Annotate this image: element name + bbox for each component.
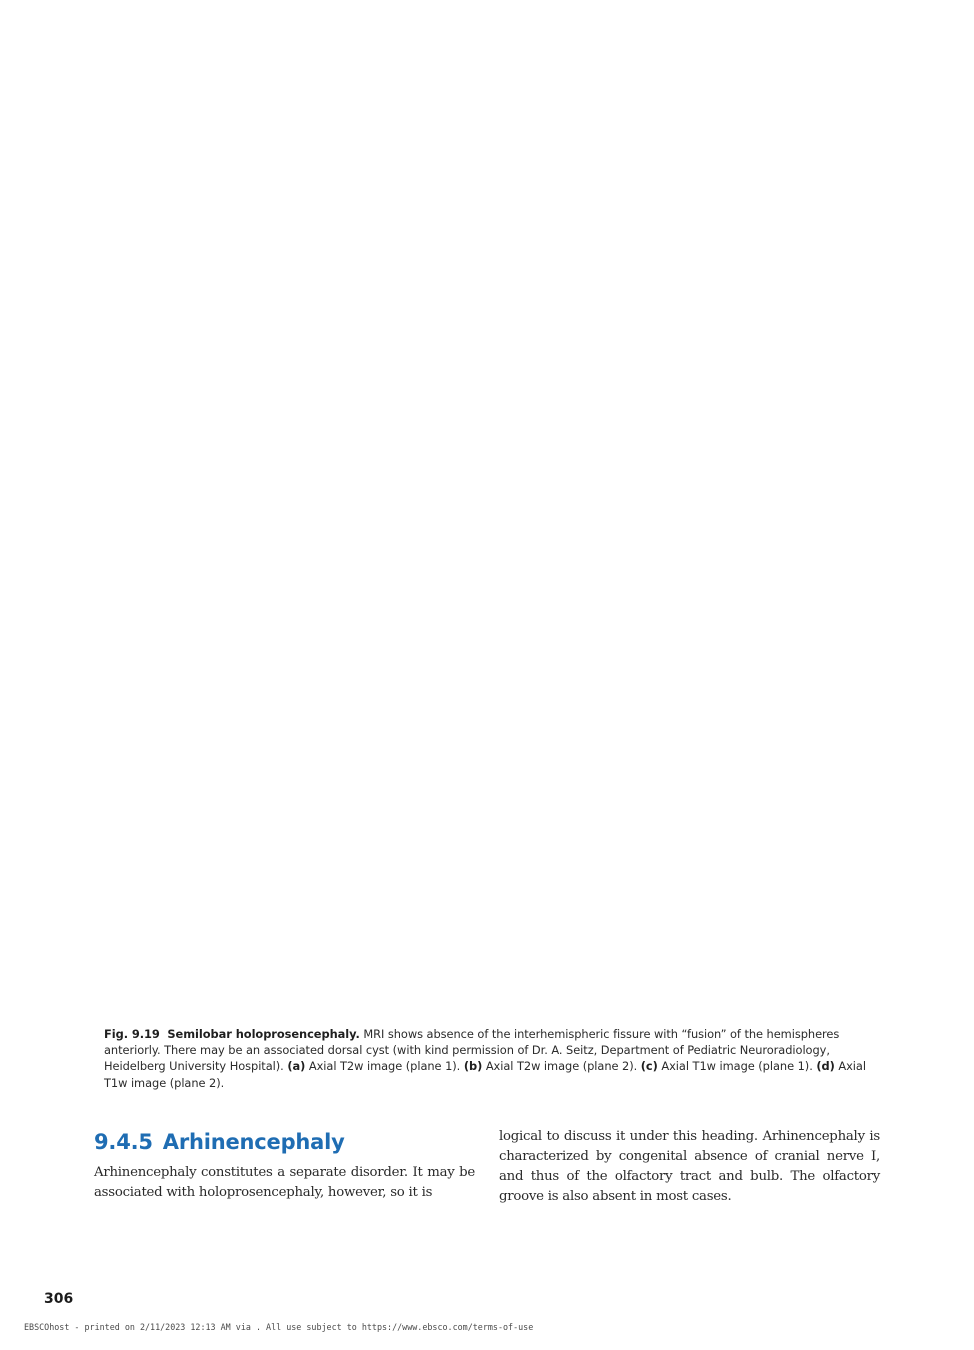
figure-caption-text: MRI shows absence of the interhemispheric fissure with “fusion” of the hemispheres anteriorly. There may be an associated dorsal cyst (with kind permission of Dr. A. Seitz, Department of Pediatric Neuroradiology, Heidelberg University Hospital). — [104, 1027, 840, 1074]
section-number: 9.4.5 — [94, 1130, 153, 1154]
caption-part-text-b: Axial T2w image (plane 2). — [485, 1059, 638, 1074]
caption-part-text-d: Axial T1w image (plane 2). — [104, 1059, 866, 1090]
figure-caption — [104, 1026, 876, 1091]
figure-label: Fig. 9.19 — [104, 1027, 160, 1041]
caption-part-tag-b: (b) — [463, 1059, 483, 1074]
caption-part-tag-c: (c) — [640, 1059, 658, 1074]
right-column — [499, 1126, 880, 1207]
section-heading — [94, 1126, 475, 1155]
caption-part-tag-a: (a) — [287, 1059, 306, 1074]
caption-part-text-c: Axial T1w image (plane 1). — [661, 1059, 813, 1074]
body-paragraph-right: logical to discuss it under this heading. Arhinencephaly is characterized by congenital absence of cranial nerve I, and thus of the olfactory tract and bulb. The olfactory groove is also absent in most cases. — [499, 1129, 880, 1204]
figure-title: Semilobar holoprosencephaly. — [167, 1027, 360, 1041]
section-title: Arhinencephaly — [162, 1130, 345, 1154]
page-number: 306 — [44, 1291, 74, 1307]
caption-part-text-a: Axial T2w image (plane 1). — [308, 1059, 461, 1074]
caption-part-tag-d: (d) — [816, 1059, 835, 1074]
figure-image-area — [104, 40, 880, 1000]
footer-note: EBSCOhost - printed on 2/11/2023 12:13 AM via . All use subject to https://www.ebsco.com/terms-of-use — [24, 1322, 534, 1332]
left-column — [94, 1126, 475, 1203]
body-paragraph-left: Arhinencephaly constitutes a separate disorder. It may be associated with holoprosencephaly, however, so it is — [94, 1165, 475, 1200]
